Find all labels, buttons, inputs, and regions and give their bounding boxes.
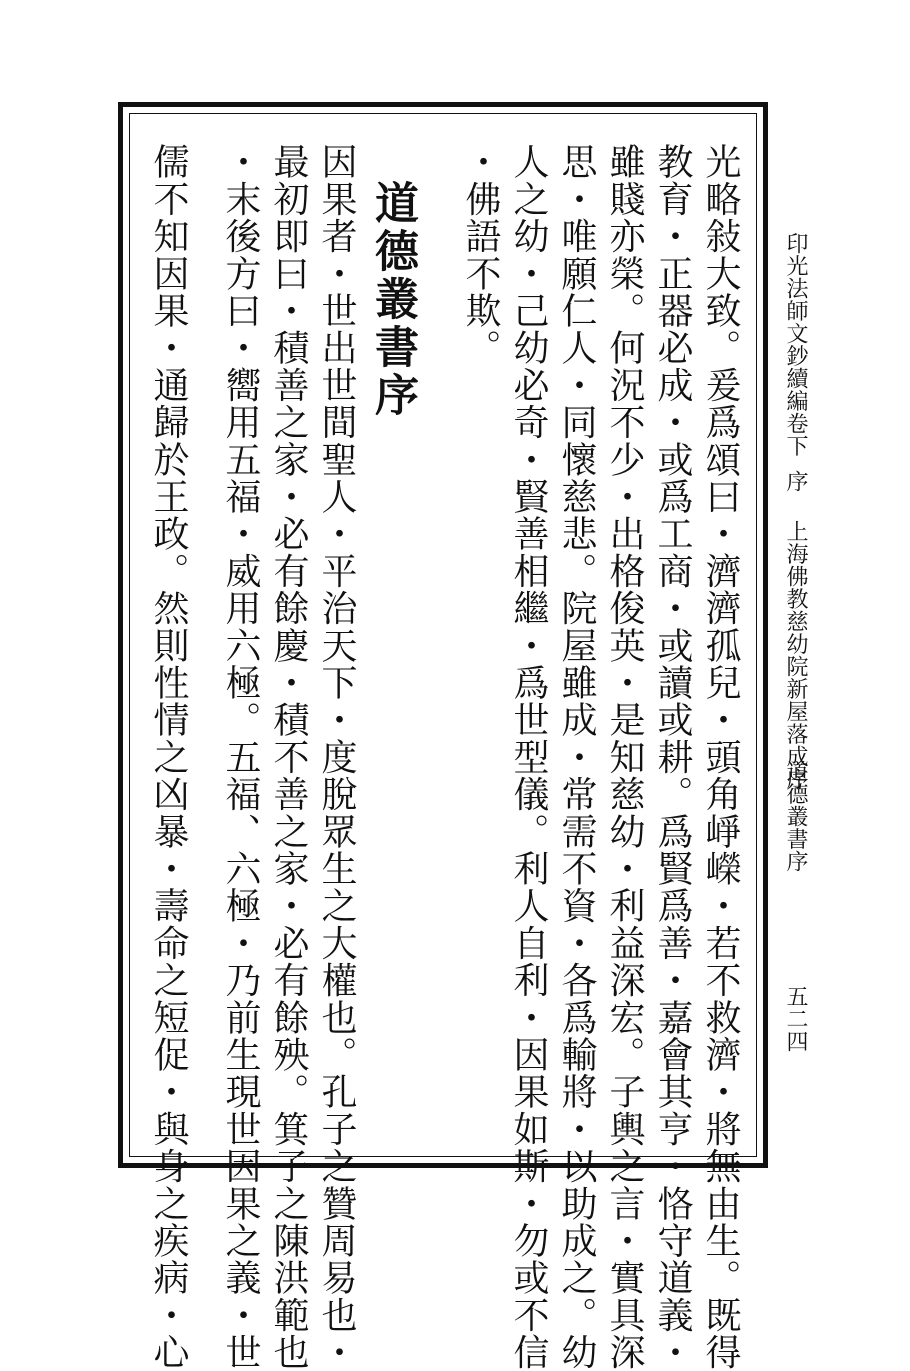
text-column: 教育・正器必成・或爲工商・或讀或耕。爲賢爲善・嘉會其亨・恪守道義・ <box>652 143 693 1371</box>
text-column: 雖賤亦榮。何況不少・出格俊英・是知慈幼・利益深宏。子輿之言・實具深 <box>604 143 645 1371</box>
text-column: ・末後方曰・嚮用五福・威用六極。五福、六極・乃前生現世因果之義・世 <box>220 143 261 1371</box>
chapter-title-1: 上海佛教慈幼院新屋落成序 <box>783 520 808 790</box>
page-number: 五二四 <box>783 985 808 1053</box>
text-column: 儒不知因果・通歸於王政。然則性情之凶暴・壽命之短促・與身之疾病・心 <box>148 143 189 1371</box>
section-label: 序 <box>783 470 808 493</box>
book-title: 印光法師文鈔續編卷下 <box>783 232 808 457</box>
section-title: 道德叢書序 <box>367 180 418 420</box>
chapter-title-2: 道德叢書序 <box>783 760 808 873</box>
text-column: 因果者・世出世間聖人・平治天下・度脫眾生之大權也。孔子之贊周易也・ <box>316 143 357 1371</box>
text-column: 光略敍大致。爰爲頌曰・濟濟孤兒・頭角崢嶸・若不救濟・將無由生。既得 <box>700 143 741 1371</box>
text-column: 思・唯願仁人・同懷慈悲。院屋雖成・常需不資・各爲輸將・以助成之。幼 <box>556 143 597 1371</box>
text-column: ・佛語不欺。 <box>460 143 501 367</box>
text-column: 人之幼・己幼必奇・賢善相繼・爲世型儀。利人自利・因果如斯・勿或不信 <box>508 143 549 1371</box>
text-column: 最初即曰・積善之家・必有餘慶・積不善之家・必有餘殃。箕子之陳洪範也 <box>268 143 309 1371</box>
